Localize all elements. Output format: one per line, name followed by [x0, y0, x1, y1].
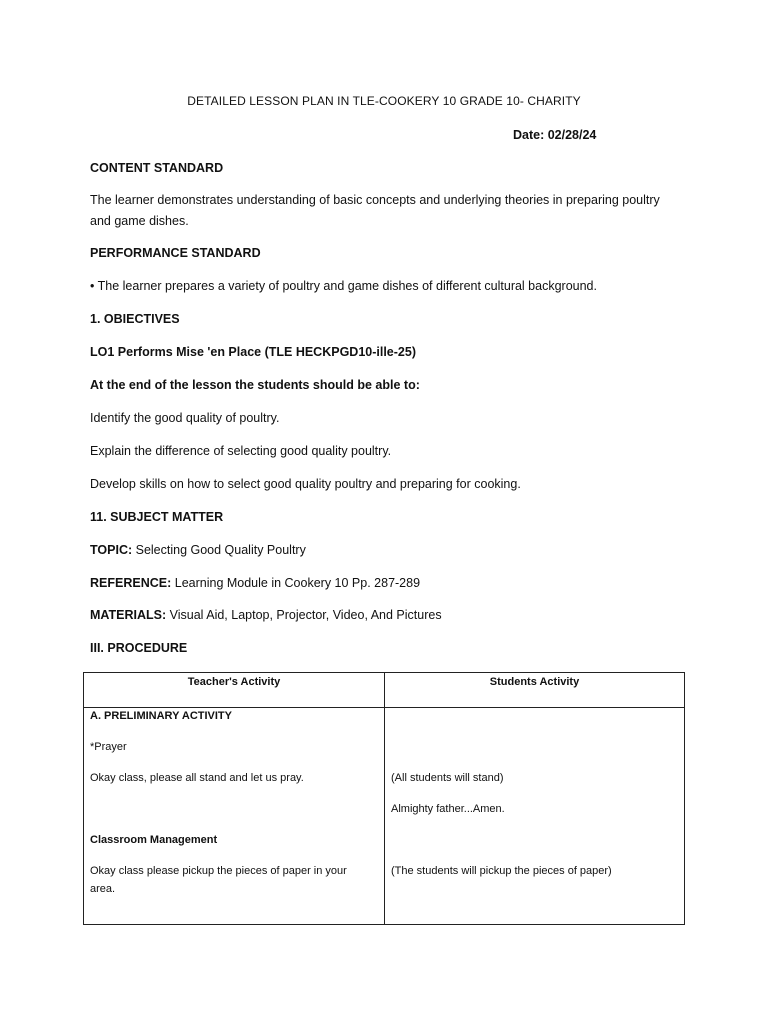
reference-value: Learning Module in Cookery 10 Pp. 287-289 — [171, 576, 421, 590]
materials-label: MATERIALS: — [90, 608, 167, 622]
pray-instruction: Okay class, please all stand and let us pray. — [90, 772, 304, 784]
preliminary-activity: A. PRELIMINARY ACTIVITY — [90, 710, 232, 722]
students-stand: (All students will stand) — [391, 772, 504, 784]
content-standard-heading: CONTENT STANDARD — [90, 161, 224, 175]
teacher-activity-header: Teacher's Activity — [84, 673, 385, 708]
lesson-date: Date: 02/28/24 — [513, 128, 597, 142]
materials-value: Visual Aid, Laptop, Projector, Video, And Pictures — [166, 608, 442, 622]
table-row — [84, 708, 685, 925]
reference-label: REFERENCE: — [90, 576, 172, 590]
materials-line — [90, 605, 690, 626]
teacher-activity-cell — [84, 708, 385, 925]
content-standard-text-2: and game dishes. — [90, 214, 189, 228]
table-header-row — [84, 673, 685, 708]
procedure-table — [83, 672, 685, 925]
students-amen: Almighty father...Amen. — [391, 803, 505, 815]
objective-1: Identify the good quality of poultry. — [90, 411, 280, 425]
objective-3: Develop skills on how to select good quality poultry and preparing for cooking. — [90, 477, 521, 491]
pickup-instruction-2: area. — [90, 883, 116, 895]
end-of-lesson-line: At the end of the lesson the students should be able to: — [90, 378, 420, 392]
procedure-heading: III. PROCEDURE — [90, 641, 188, 655]
classroom-management: Classroom Management — [90, 834, 218, 846]
students-activity-cell — [385, 708, 685, 925]
reference-line — [90, 573, 690, 594]
students-pickup: (The students will pickup the pieces of paper) — [391, 865, 612, 877]
content-standard-text-1: The learner demonstrates understanding of basic concepts and underlying theories in preparing poultry — [90, 193, 660, 207]
pickup-instruction-1: Okay class please pickup the pieces of paper in your — [90, 865, 347, 877]
subject-matter-heading: 11. SUBJECT MATTER — [90, 510, 224, 524]
topic-label: TOPIC: — [90, 543, 133, 557]
lo1-line: LO1 Performs Mise 'en Place (TLE HECKPGD10-ille-25) — [90, 345, 416, 359]
objective-2: Explain the difference of selecting good quality poultry. — [90, 444, 392, 458]
performance-standard-text: • The learner prepares a variety of poultry and game dishes of different cultural background. — [90, 279, 597, 293]
students-activity-header: Students Activity — [385, 673, 685, 708]
prayer-label: *Prayer — [90, 741, 127, 753]
objectives-heading: 1. OBIECTIVES — [90, 312, 180, 326]
lesson-plan-title: DETAILED LESSON PLAN IN TLE-COOKERY 10 GRADE 10- CHARITY — [187, 94, 581, 108]
topic-value: Selecting Good Quality Poultry — [132, 543, 306, 557]
performance-standard-heading: PERFORMANCE STANDARD — [90, 246, 261, 260]
topic-line — [90, 540, 690, 561]
